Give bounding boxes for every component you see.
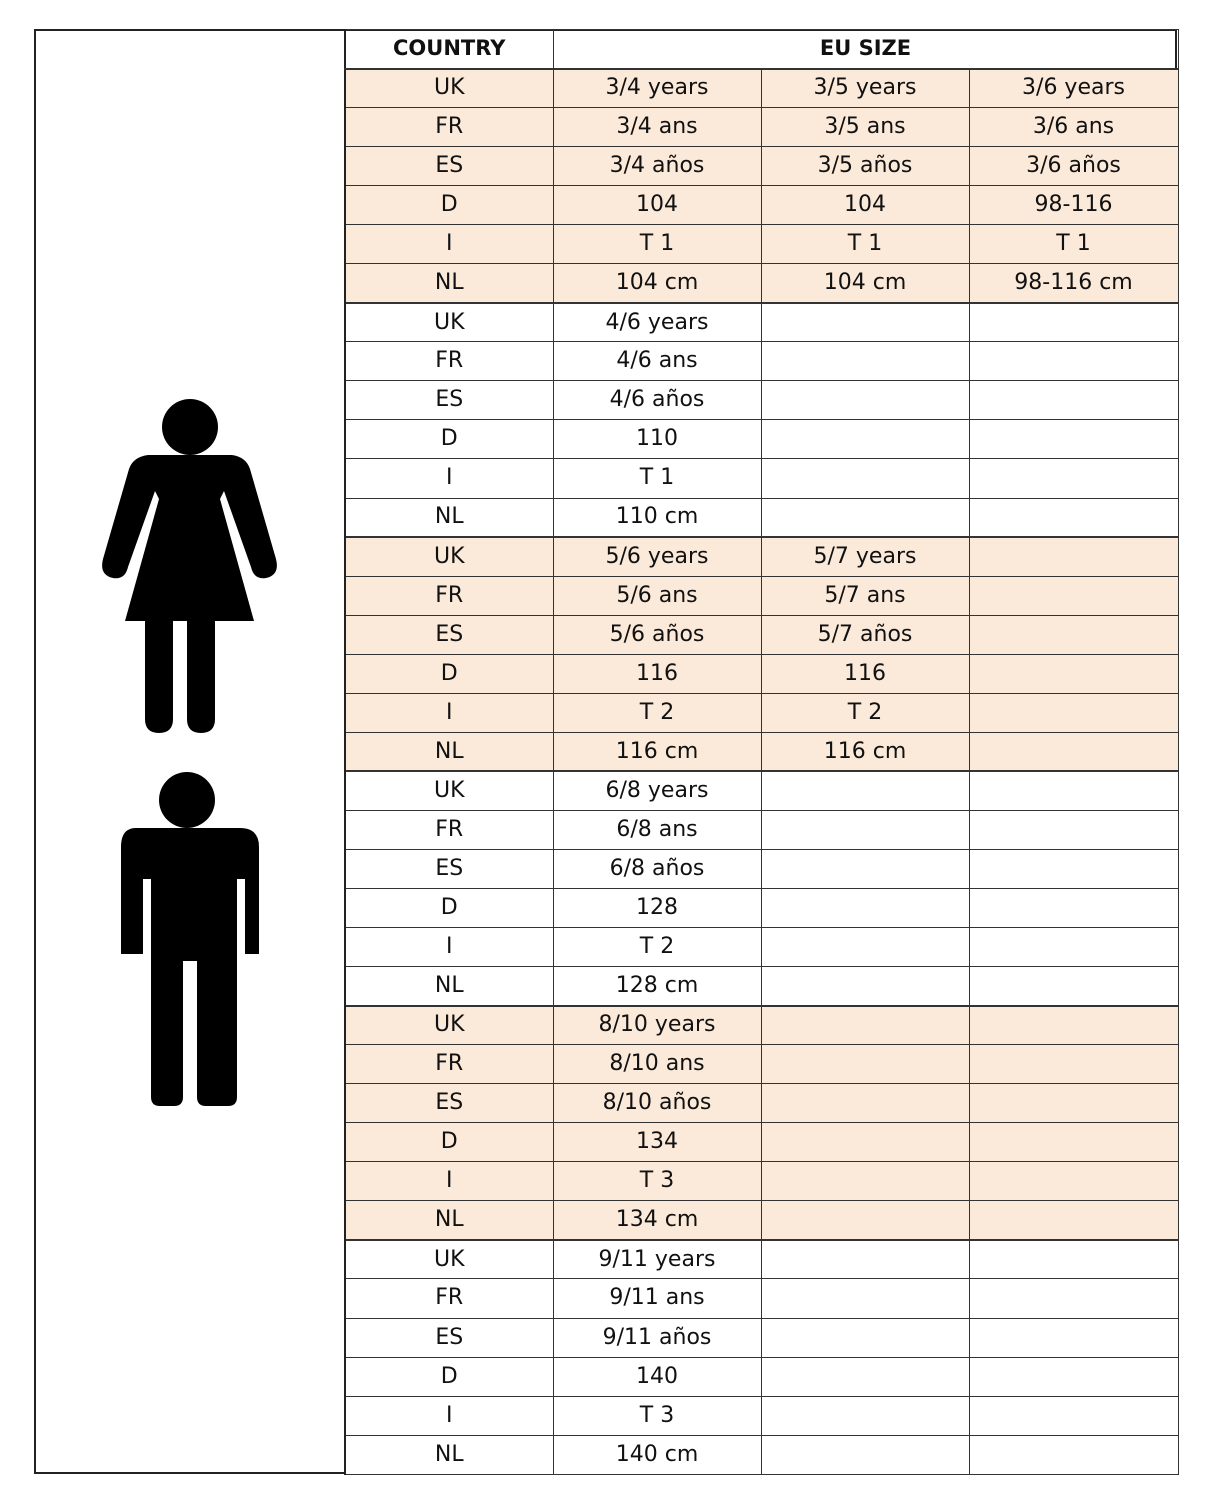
table-row (345, 1201, 1178, 1240)
size-cell: 104 cm (553, 264, 761, 303)
size-cell (969, 1084, 1178, 1123)
country-cell: UK (345, 1006, 553, 1045)
size-cell (969, 459, 1178, 498)
size-cell: 116 cm (553, 732, 761, 771)
size-cell: 128 cm (553, 967, 761, 1006)
size-cell: 3/4 years (553, 69, 761, 108)
size-cell (969, 1240, 1178, 1279)
size-cell: 116 (553, 654, 761, 693)
size-cell: 134 (553, 1123, 761, 1162)
country-cell: D (345, 420, 553, 459)
size-cell: 116 (761, 654, 969, 693)
eu-size-header: EU SIZE (553, 30, 1178, 69)
size-cell: 3/5 ans (761, 108, 969, 147)
country-header: COUNTRY (345, 30, 553, 69)
size-cell (761, 1045, 969, 1084)
table-row (345, 1006, 1178, 1045)
size-cell: 116 cm (761, 732, 969, 771)
size-cell (969, 1396, 1178, 1435)
size-cell: T 3 (553, 1396, 761, 1435)
size-cell: 4/6 ans (553, 342, 761, 381)
size-cell (969, 381, 1178, 420)
size-cell (761, 1396, 969, 1435)
size-cell (969, 615, 1178, 654)
table-row (345, 615, 1178, 654)
size-cell: 5/7 years (761, 537, 969, 576)
figures-panel (34, 29, 345, 1474)
size-cell: 3/4 años (553, 147, 761, 186)
size-cell (969, 693, 1178, 732)
size-cell: 3/6 ans (969, 108, 1178, 147)
size-cell (969, 498, 1178, 537)
size-table-body (345, 30, 1178, 1475)
table-row (345, 732, 1178, 771)
table-row (345, 1396, 1178, 1435)
table-row (345, 186, 1178, 225)
table-row (345, 849, 1178, 888)
table-row (345, 1435, 1178, 1474)
table-row (345, 1357, 1178, 1396)
size-cell (969, 342, 1178, 381)
table-row (345, 537, 1178, 576)
table-row (345, 693, 1178, 732)
size-cell: 8/10 años (553, 1084, 761, 1123)
table-row (345, 69, 1178, 108)
size-cell (761, 420, 969, 459)
size-cell: 110 cm (553, 498, 761, 537)
size-cell (969, 1357, 1178, 1396)
size-cell (761, 1084, 969, 1123)
size-cell: 6/8 years (553, 771, 761, 810)
country-cell: FR (345, 810, 553, 849)
table-row (345, 1123, 1178, 1162)
size-cell: 104 (553, 186, 761, 225)
size-table (344, 29, 1179, 1475)
size-cell (969, 303, 1178, 342)
size-cell: 128 (553, 888, 761, 927)
size-cell: 5/7 años (761, 615, 969, 654)
size-cell (761, 1279, 969, 1318)
country-cell: ES (345, 1318, 553, 1357)
country-cell: FR (345, 1279, 553, 1318)
size-cell: T 2 (553, 928, 761, 967)
size-cell: T 2 (553, 693, 761, 732)
man-figure-icon (34, 29, 345, 1474)
table-row (345, 498, 1178, 537)
size-cell (761, 1123, 969, 1162)
country-cell: I (345, 928, 553, 967)
country-cell: NL (345, 1435, 553, 1474)
table-row (345, 342, 1178, 381)
country-cell: UK (345, 69, 553, 108)
table-row (345, 654, 1178, 693)
size-cell (761, 1318, 969, 1357)
size-cell: 98-116 (969, 186, 1178, 225)
size-cell: 140 (553, 1357, 761, 1396)
size-cell (969, 537, 1178, 576)
size-cell (969, 1201, 1178, 1240)
size-cell: T 1 (761, 225, 969, 264)
size-cell: 9/11 years (553, 1240, 761, 1279)
country-cell: UK (345, 771, 553, 810)
table-row (345, 771, 1178, 810)
size-cell: 8/10 years (553, 1006, 761, 1045)
size-cell (969, 928, 1178, 967)
size-cell: T 2 (761, 693, 969, 732)
size-cell: 6/8 años (553, 849, 761, 888)
country-cell: UK (345, 537, 553, 576)
size-cell (969, 888, 1178, 927)
size-cell: 134 cm (553, 1201, 761, 1240)
size-cell (969, 967, 1178, 1006)
country-cell: FR (345, 1045, 553, 1084)
country-cell: D (345, 1123, 553, 1162)
table-row (345, 381, 1178, 420)
size-cell: 110 (553, 420, 761, 459)
table-row (345, 147, 1178, 186)
size-cell (761, 381, 969, 420)
size-cell (969, 1279, 1178, 1318)
country-cell: D (345, 186, 553, 225)
size-cell: T 1 (553, 459, 761, 498)
size-cell (761, 342, 969, 381)
size-cell: 140 cm (553, 1435, 761, 1474)
size-cell (969, 732, 1178, 771)
table-row (345, 264, 1178, 303)
size-cell: 9/11 años (553, 1318, 761, 1357)
size-cell (761, 303, 969, 342)
country-cell: I (345, 459, 553, 498)
table-row (345, 225, 1178, 264)
country-cell: D (345, 1357, 553, 1396)
country-cell: ES (345, 615, 553, 654)
table-row (345, 1045, 1178, 1084)
size-cell: 6/8 ans (553, 810, 761, 849)
header-row (345, 30, 1178, 69)
size-cell (761, 1006, 969, 1045)
country-cell: UK (345, 303, 553, 342)
table-row (345, 810, 1178, 849)
country-cell: I (345, 693, 553, 732)
size-cell: T 1 (969, 225, 1178, 264)
size-cell: 3/5 años (761, 147, 969, 186)
size-cell: 3/6 años (969, 147, 1178, 186)
size-cell: 4/6 años (553, 381, 761, 420)
country-cell: NL (345, 1201, 553, 1240)
table-row (345, 108, 1178, 147)
size-cell (969, 810, 1178, 849)
size-cell (969, 420, 1178, 459)
size-cell (969, 1006, 1178, 1045)
table-row (345, 576, 1178, 615)
country-cell: NL (345, 732, 553, 771)
size-cell: 9/11 ans (553, 1279, 761, 1318)
size-cell (761, 1162, 969, 1201)
table-row (345, 1240, 1178, 1279)
size-cell (969, 1435, 1178, 1474)
size-cell (969, 1318, 1178, 1357)
table-row (345, 1279, 1178, 1318)
country-cell: NL (345, 264, 553, 303)
size-cell: 5/6 years (553, 537, 761, 576)
size-cell: 104 cm (761, 264, 969, 303)
size-cell (969, 771, 1178, 810)
size-cell (761, 928, 969, 967)
size-cell (761, 967, 969, 1006)
country-cell: I (345, 1396, 553, 1435)
table-row (345, 1318, 1178, 1357)
table-row (345, 928, 1178, 967)
size-cell: T 1 (553, 225, 761, 264)
size-cell (761, 810, 969, 849)
country-cell: FR (345, 108, 553, 147)
country-cell: ES (345, 381, 553, 420)
size-cell (761, 1201, 969, 1240)
country-cell: NL (345, 498, 553, 537)
size-cell: 3/4 ans (553, 108, 761, 147)
size-cell (969, 849, 1178, 888)
size-cell: 3/6 years (969, 69, 1178, 108)
country-cell: D (345, 888, 553, 927)
size-cell (761, 888, 969, 927)
size-cell (761, 1240, 969, 1279)
country-cell: ES (345, 849, 553, 888)
size-cell (761, 849, 969, 888)
table-row (345, 1084, 1178, 1123)
country-cell: ES (345, 1084, 553, 1123)
size-cell: 5/6 años (553, 615, 761, 654)
size-cell (761, 1357, 969, 1396)
size-cell (969, 1162, 1178, 1201)
table-row (345, 1162, 1178, 1201)
country-cell: D (345, 654, 553, 693)
table-row (345, 888, 1178, 927)
size-cell: 5/7 ans (761, 576, 969, 615)
table-row (345, 459, 1178, 498)
size-cell: 5/6 ans (553, 576, 761, 615)
country-cell: I (345, 225, 553, 264)
country-cell: UK (345, 1240, 553, 1279)
size-cell (969, 654, 1178, 693)
country-cell: FR (345, 576, 553, 615)
size-cell: 3/5 years (761, 69, 969, 108)
size-cell: 98-116 cm (969, 264, 1178, 303)
size-cell: 4/6 years (553, 303, 761, 342)
size-cell (969, 576, 1178, 615)
size-cell (761, 498, 969, 537)
country-cell: FR (345, 342, 553, 381)
size-cell: 8/10 ans (553, 1045, 761, 1084)
size-cell (761, 459, 969, 498)
size-cell (761, 771, 969, 810)
size-cell (761, 1435, 969, 1474)
size-cell (969, 1123, 1178, 1162)
country-cell: NL (345, 967, 553, 1006)
table-row (345, 420, 1178, 459)
size-cell: T 3 (553, 1162, 761, 1201)
table-row (345, 967, 1178, 1006)
country-cell: ES (345, 147, 553, 186)
size-cell: 104 (761, 186, 969, 225)
size-cell (969, 1045, 1178, 1084)
table-row (345, 303, 1178, 342)
country-cell: I (345, 1162, 553, 1201)
